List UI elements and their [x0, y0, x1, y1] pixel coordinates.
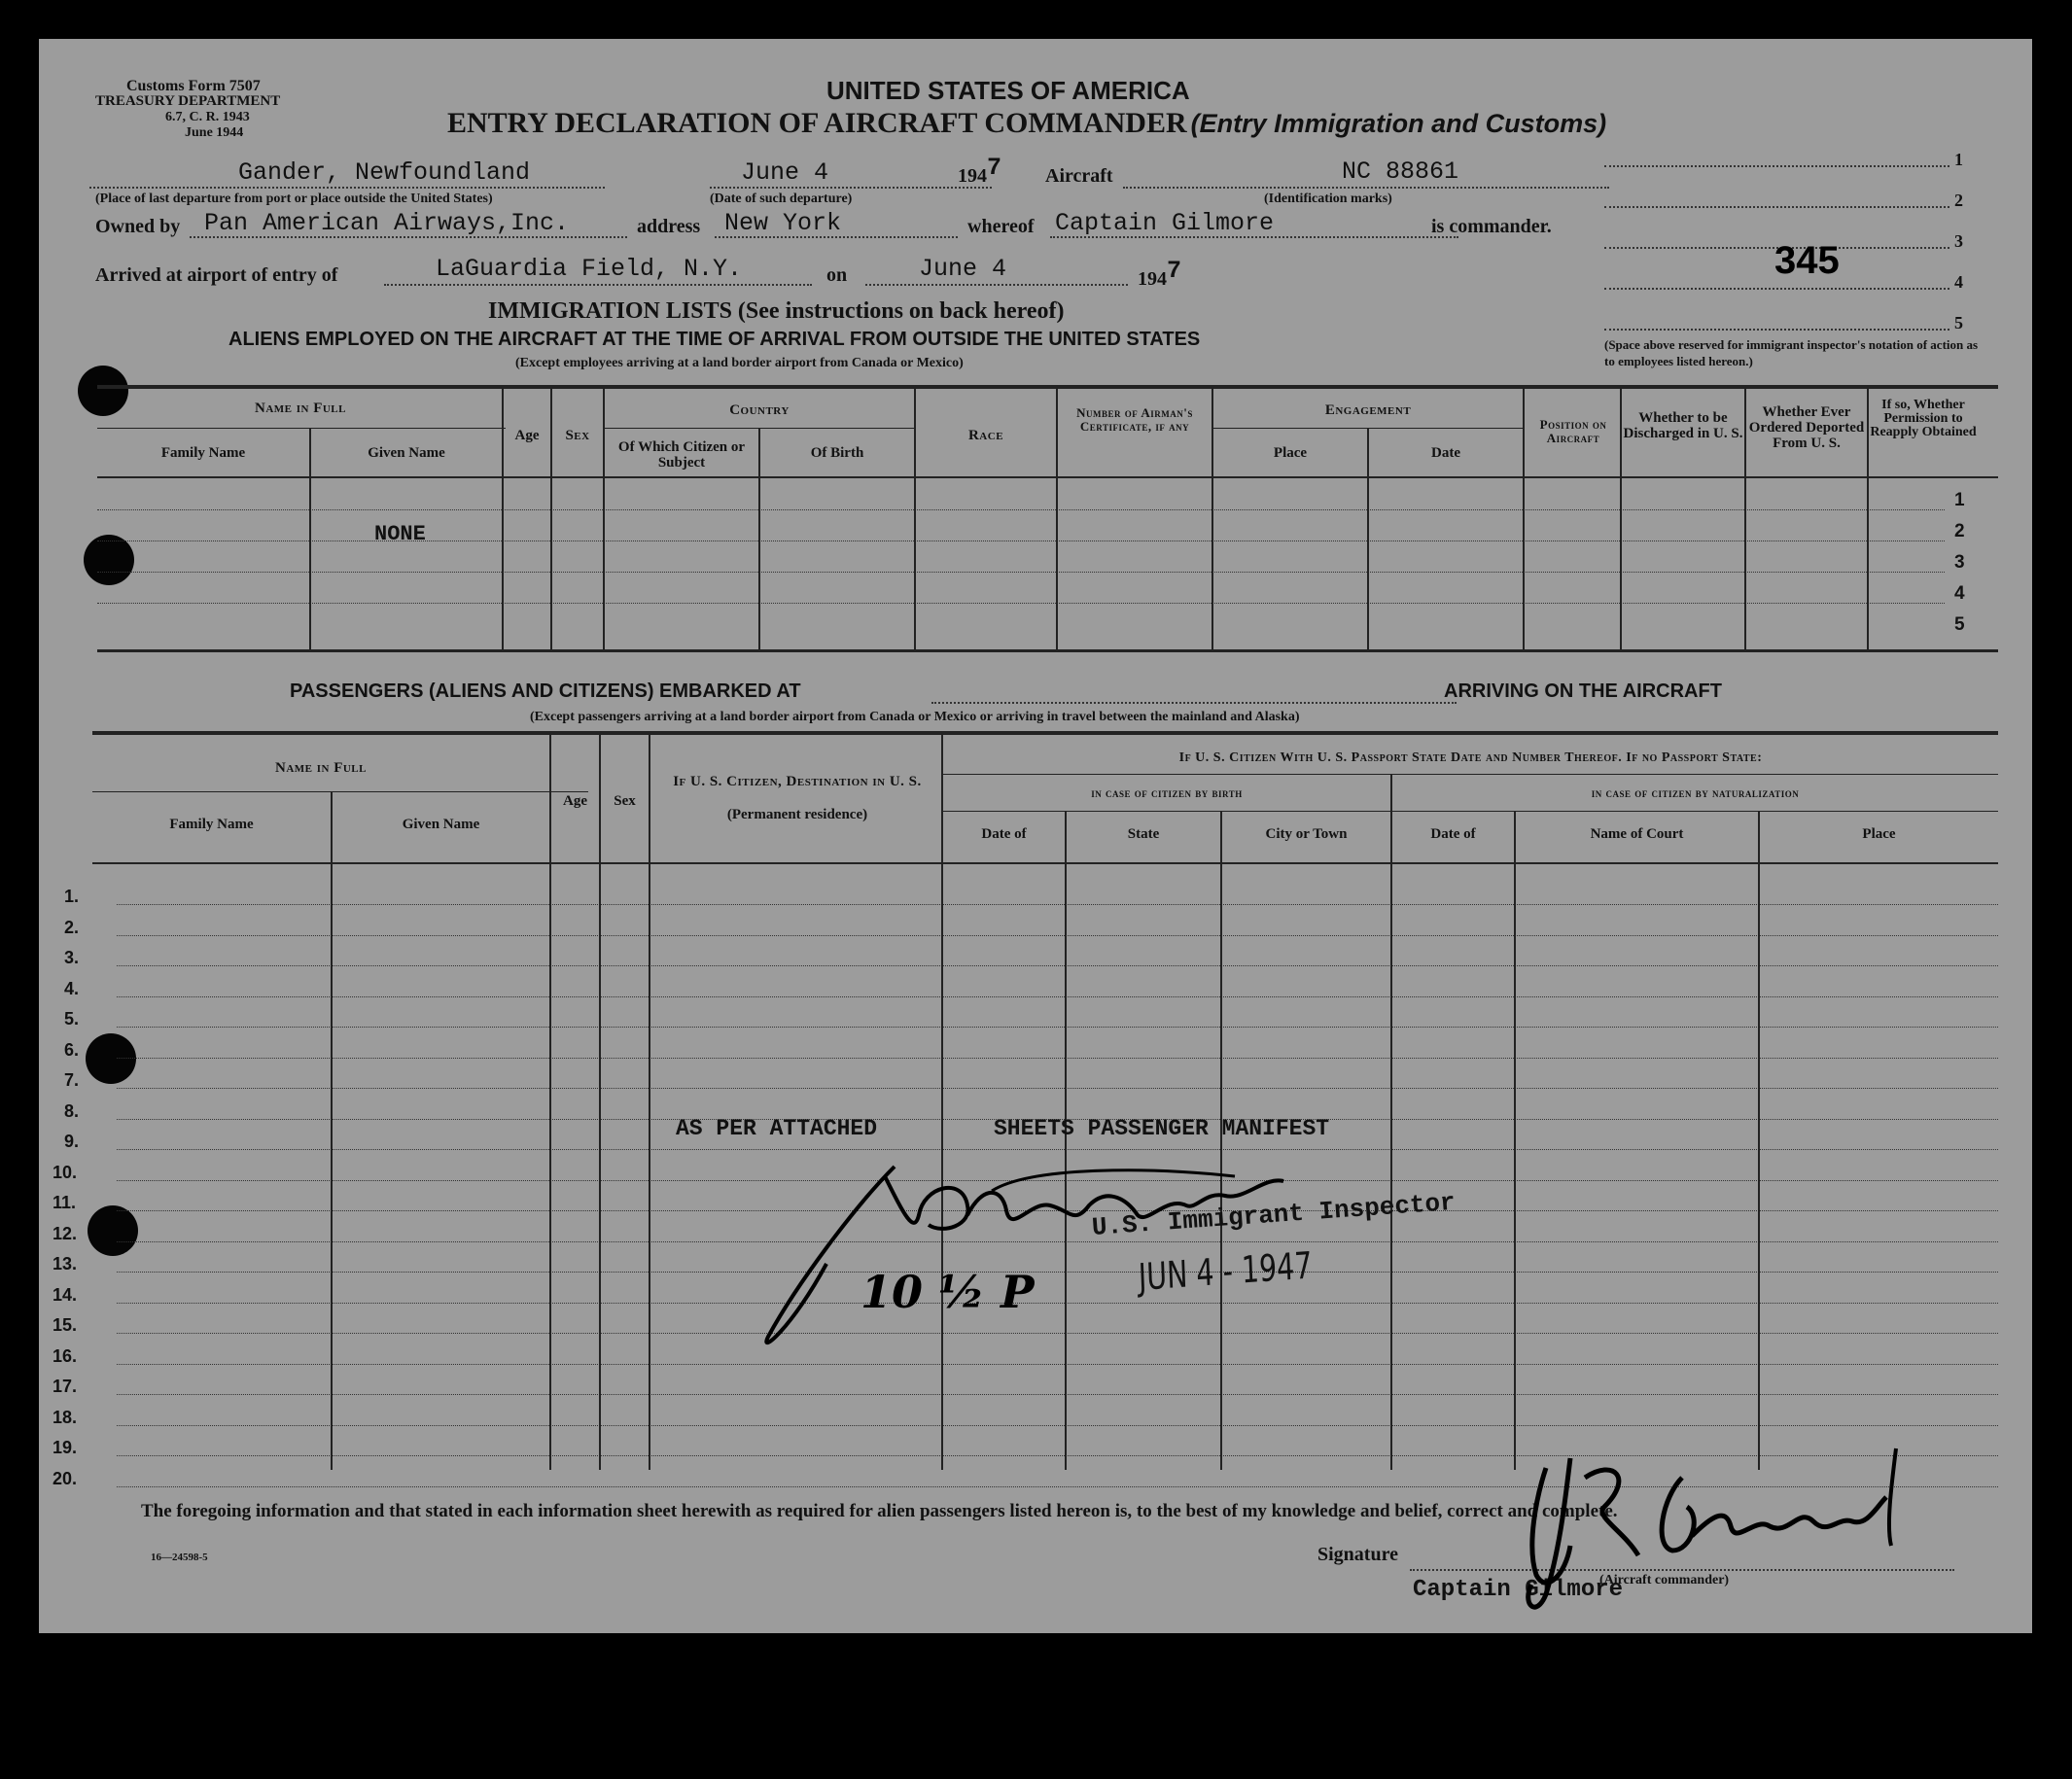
sheets-passenger-manifest: SHEETS PASSENGER MANIFEST [994, 1116, 1330, 1141]
imm-row-num: 2 [1954, 521, 1965, 541]
imm-col-citizen: Of Which Citizen or Subject [617, 439, 746, 471]
as-per-attached: AS PER ATTACHED [676, 1116, 878, 1141]
passenger-row-number: 8. [64, 1101, 80, 1121]
passengers-exception: (Except passengers arriving at a land border airport from Canada or Mexico or arriving in travel between the mainland and Alaska) [530, 710, 1300, 724]
punch-hole [86, 1033, 136, 1084]
immigration-heading: IMMIGRATION LISTS (See instructions on back hereof) [488, 298, 1065, 324]
signature-label: Signature [1317, 1544, 1398, 1565]
pass-col-date-of: Date of [981, 826, 1027, 842]
departure-date: June 4 [741, 158, 829, 187]
is-commander-label: is commander. [1431, 216, 1552, 237]
imm-entry-none: NONE [374, 522, 426, 546]
passenger-row-number: 15. [53, 1315, 78, 1335]
passenger-row-number: 2. [64, 918, 80, 937]
handwritten-time: 10 ½ P [860, 1266, 1035, 1318]
passenger-row-number: 4. [64, 979, 80, 998]
passengers-heading-left: PASSENGERS (ALIENS AND CITIZENS) EMBARKED AT [290, 680, 801, 702]
commander-name: Captain Gilmore [1055, 209, 1275, 237]
passenger-row-number: 10. [53, 1163, 78, 1182]
inspector-line-3: 3 [1954, 231, 1963, 251]
passenger-row-number: 14. [53, 1285, 78, 1305]
passenger-row-line [117, 1425, 1998, 1426]
departure-date-caption: (Date of such departure) [710, 192, 853, 206]
commander-signature-graphic [1478, 1439, 1925, 1633]
inspector-line-5: 5 [1954, 313, 1963, 332]
imm-col-family: Family Name [160, 445, 246, 461]
pass-col-date-of-2: Date of [1430, 826, 1476, 842]
aircraft-id: NC 88861 [1342, 157, 1459, 186]
passenger-row-number: 9. [64, 1132, 80, 1151]
imm-col-deported: Whether Ever Ordered Deported From U. S. [1748, 404, 1865, 451]
inspector-handwritten-number: 345 [1774, 239, 1840, 282]
passenger-row-line [117, 904, 1998, 905]
pass-col-destination-note: (Permanent residence) [726, 807, 868, 822]
passenger-row-number: 20. [53, 1469, 78, 1488]
aircraft-label: Aircraft [1045, 165, 1113, 187]
pass-col-state: State [1127, 826, 1160, 842]
passenger-row-number: 13. [53, 1254, 78, 1273]
on-label: on [826, 264, 848, 286]
imm-col-position: Position on Aircraft [1539, 417, 1607, 445]
departure-place: Gander, Newfoundland [238, 158, 531, 187]
inspector-line-1: 1 [1954, 150, 1963, 169]
arrived-label: Arrived at airport of entry of [95, 264, 338, 286]
form-department: TREASURY DEPARTMENT [95, 93, 281, 109]
address: New York [724, 209, 842, 237]
imm-row-num: 4 [1954, 583, 1965, 604]
form-number: Customs Form 7507 [126, 78, 261, 94]
departure-place-caption: (Place of last departure from port or place outside the United States) [95, 192, 493, 206]
passenger-row-number: 18. [53, 1408, 78, 1427]
arrival-year-digit: 7 [1167, 257, 1182, 285]
aircraft-id-caption: (Identification marks) [1264, 192, 1392, 206]
arrival-year-prefix: 194 [1138, 268, 1167, 290]
passenger-row-number: 6. [64, 1040, 80, 1060]
inspector-stamp-title: U.S. Immigrant Inspector [1091, 1187, 1457, 1242]
whereof-label: whereof [967, 216, 1035, 237]
passenger-row-line [117, 1088, 1998, 1089]
year-digit: 7 [987, 154, 1002, 182]
title-sub-text: (Entry Immigration and Customs) [1190, 109, 1607, 138]
pass-col-age: Age [563, 793, 587, 809]
passenger-row-number: 19. [53, 1438, 78, 1457]
passenger-row-number: 5. [64, 1009, 80, 1029]
passenger-row-line [117, 1027, 1998, 1028]
signature-caption: (Aircraft commander) [1599, 1573, 1730, 1587]
inspector-stamp-date: JUN 4 - 1947 [1138, 1243, 1314, 1299]
arrival-date: June 4 [919, 255, 1007, 283]
passenger-row-line [117, 1394, 1998, 1395]
form-print-code: 16—24598-5 [151, 1552, 208, 1563]
immigration-exception: (Except employees arriving at a land border airport from Canada or Mexico) [515, 356, 964, 370]
pass-col-passport: If U. S. Citizen With U. S. Passport State Date and Number Thereof. If no Passport State: [1178, 750, 1763, 765]
owner: Pan American Airways,Inc. [204, 209, 570, 237]
pass-col-family: Family Name [169, 817, 254, 832]
passenger-row-line [117, 935, 1998, 936]
imm-col-eng-place: Place [1273, 445, 1308, 461]
pass-col-city: City or Town [1265, 826, 1348, 842]
year-prefix: 194 [958, 165, 987, 187]
imm-col-name: Name in Full [254, 401, 346, 416]
imm-col-given: Given Name [368, 445, 445, 461]
passenger-row-number: 3. [64, 948, 80, 967]
pass-col-court: Name of Court [1590, 826, 1684, 842]
imm-col-discharged: Whether to be Discharged in U. S. [1623, 410, 1743, 441]
departure-year [958, 154, 1002, 190]
inspector-note: (Space above reserved for immigrant inspector's notation of action as to employees listed hereon.) [1604, 337, 1979, 368]
inspector-signature-graphic [739, 1147, 1400, 1361]
imm-col-permission: If so, Whether Permission to Reapply Obtained [1870, 398, 1977, 439]
footer-declaration: The foregoing information and that stated in each information sheet herewith as required for alien passengers listed hereon is, to the best of my knowledge and belief, correct and complete. [141, 1501, 1618, 1521]
form-sheet [39, 39, 2032, 1633]
passengers-heading-right: ARRIVING ON THE AIRCRAFT [1444, 680, 1722, 702]
pass-col-place: Place [1862, 826, 1896, 842]
imm-col-race: Race [967, 428, 1004, 443]
passenger-row-number: 1. [64, 887, 80, 906]
imm-row-num: 5 [1954, 614, 1965, 635]
owned-by-label: Owned by [95, 216, 181, 237]
title-country: UNITED STATES OF AMERICA [826, 76, 1190, 105]
imm-col-engagement: Engagement [1324, 402, 1412, 418]
passenger-row-line [117, 1364, 1998, 1365]
imm-col-country: Country [729, 402, 790, 418]
pass-col-sex: Sex [614, 793, 636, 809]
passenger-row-line [117, 996, 1998, 997]
pass-col-by-naturalization: in case of citizen by naturalization [1591, 785, 1800, 800]
pass-col-given: Given Name [402, 817, 480, 832]
title-main [447, 107, 1606, 140]
arrival-year [1138, 257, 1182, 293]
imm-col-age: Age [514, 428, 540, 443]
passenger-row-line [117, 1058, 1998, 1059]
passenger-row-number: 12. [53, 1224, 78, 1243]
imm-col-birth: Of Birth [810, 445, 864, 461]
arrival-airport: LaGuardia Field, N.Y. [436, 255, 743, 283]
pass-col-name: Name in Full [274, 760, 367, 776]
pass-col-destination: If U. S. Citizen, Destination in U. S. [673, 774, 922, 789]
form-date: June 1944 [185, 125, 244, 140]
imm-col-eng-date: Date [1431, 445, 1460, 461]
imm-row-num: 1 [1954, 490, 1965, 510]
passenger-row-line [117, 965, 1998, 966]
title-main-text: ENTRY DECLARATION OF AIRCRAFT COMMANDER [447, 107, 1187, 139]
imm-col-airman: Number of Airman's Certificate, if any [1076, 405, 1193, 434]
form-cr: 6.7, C. R. 1943 [165, 110, 250, 124]
passenger-row-number: 7. [64, 1070, 80, 1090]
punch-hole [84, 535, 134, 585]
passenger-row-number: 17. [53, 1377, 78, 1396]
passenger-row-number: 16. [53, 1346, 78, 1366]
address-label: address [637, 216, 701, 237]
pass-col-by-birth: in case of citizen by birth [1091, 785, 1243, 800]
imm-col-sex: Sex [565, 428, 590, 443]
imm-row-num: 3 [1954, 552, 1965, 573]
inspector-line-4: 4 [1954, 272, 1963, 292]
inspector-line-2: 2 [1954, 191, 1963, 210]
passenger-row-number: 11. [53, 1193, 77, 1212]
punch-hole [88, 1205, 138, 1256]
signer-name: Captain Gilmore [1413, 1577, 1624, 1603]
immigration-subheading: ALIENS EMPLOYED ON THE AIRCRAFT AT THE TIME OF ARRIVAL FROM OUTSIDE THE UNITED STATES [228, 329, 1201, 350]
